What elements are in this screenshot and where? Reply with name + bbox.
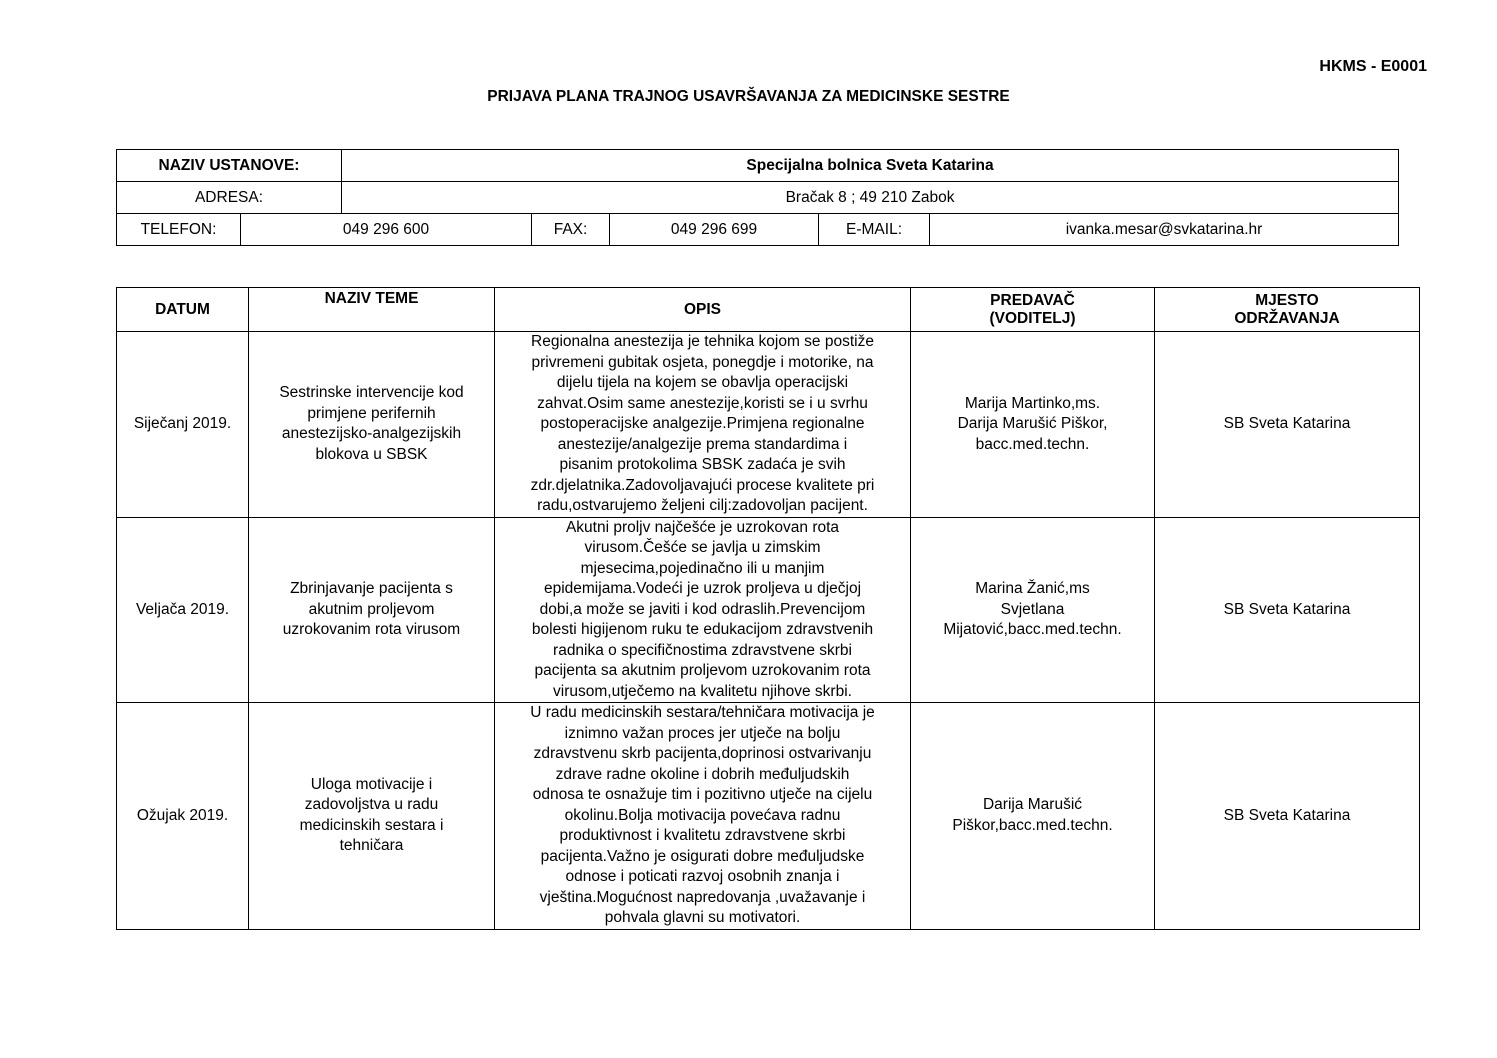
header-venue-line: MJESTO <box>1255 291 1319 309</box>
topic-line: primjene perifernih <box>307 404 436 422</box>
description-line: pacijenta sa akutnim proljevom uzrokovanim rota <box>534 662 871 679</box>
description-line: zdravstvenu skrb pacijenta,doprinosi ostvarivanju <box>533 745 872 762</box>
topic-line: anestezijsko-analgezijskih <box>281 425 462 443</box>
header-venue <box>1155 288 1420 332</box>
lecturer-line: Mijatović,bacc.med.techn. <box>943 621 1122 638</box>
table-row <box>117 517 1420 703</box>
description-line: postoperacijske analgezije.Primjena regionalne <box>540 415 865 432</box>
lecturer-line: Darija Marušić <box>982 796 1083 814</box>
description-line: radu,ostvarujemo željeni cilj:zadovoljan pacijent. <box>537 497 868 514</box>
row-date: Veljača 2019. <box>117 517 249 703</box>
description-line: virusom,utječemo na kvalitetu njihove skrbi. <box>553 682 852 700</box>
row-lecturer <box>911 517 1155 703</box>
row-topic <box>249 703 495 930</box>
lecturer-line: bacc.med.techn. <box>975 435 1090 453</box>
description-line: odnose i poticati razvoj osobnih znanja i <box>565 868 840 885</box>
row-description <box>495 703 911 930</box>
description-line: bolesti higijenom ruku te edukacijom zdravstvenih <box>531 621 874 638</box>
phone-value: 049 296 600 <box>241 214 532 246</box>
row-date: Siječanj 2019. <box>117 332 249 518</box>
row-description <box>495 332 911 518</box>
row-description <box>495 517 911 703</box>
fax-value: 049 296 699 <box>610 214 819 246</box>
email-label: E-MAIL: <box>819 214 930 246</box>
plan-header-row <box>117 288 1420 332</box>
lecturer-line: Svjetlana <box>1000 600 1065 618</box>
document-code: HKMS - E0001 <box>1319 58 1427 75</box>
institution-name-label: NAZIV USTANOVE: <box>117 150 342 182</box>
lecturer-line: Marija Martinko,ms. <box>964 394 1101 412</box>
header-date: DATUM <box>117 288 249 332</box>
lecturer-line: Marina Žanić,ms <box>975 580 1090 597</box>
header-description: OPIS <box>495 288 911 332</box>
description-line: epidemijama.Vodeći je uzrok proljeva u dječjoj <box>543 580 862 597</box>
email-value: ivanka.mesar@svkatarina.hr <box>930 214 1399 246</box>
description-line: virusom.Češće se javlja u zimskim <box>584 539 821 556</box>
table-row <box>117 332 1420 518</box>
header-topic: NAZIV TEME <box>249 288 495 332</box>
row-lecturer <box>911 703 1155 930</box>
institution-address-row <box>117 182 1399 214</box>
description-line: mjesecima,pojedinačno ili u manjim <box>580 559 825 577</box>
fax-label: FAX: <box>532 214 610 246</box>
description-line: dobi,a može se javiti i kod odraslih.Prevencijom <box>539 600 866 618</box>
description-line: iznimno važan proces jer utječe na bolju <box>564 724 841 742</box>
header-lecturer-line: (VODITELJ) <box>989 309 1076 327</box>
institution-table <box>116 149 1399 246</box>
description-line: radnika o specifičnostima zdravstvene skrbi <box>553 641 852 659</box>
description-line: dijelu tijela na kojem se obavlja operacijski <box>556 374 849 391</box>
row-venue: SB Sveta Katarina <box>1155 332 1420 518</box>
topic-line: medicinskih sestara i <box>299 816 444 834</box>
topic-line: tehničara <box>339 837 404 855</box>
description-line: pacijenta.Važno je osigurati dobre međuljudske <box>540 847 865 865</box>
institution-name-row <box>117 150 1399 182</box>
description-line: Regionalna anestezija je tehnika kojom se postiže <box>531 333 874 350</box>
topic-line: blokova u SBSK <box>315 445 428 463</box>
description-line: zdrave radne okoline i dobrih međuljudskih <box>555 765 850 783</box>
row-venue: SB Sveta Katarina <box>1155 703 1420 930</box>
topic-line: uzrokovanim rota virusom <box>282 621 461 638</box>
document-title: PRIJAVA PLANA TRAJNOG USAVRŠAVANJA ZA MEDICINSKE SESTRE <box>487 88 1010 105</box>
topic-line: Uloga motivacije i <box>310 775 433 793</box>
topic-line: Zbrinjavanje pacijenta s <box>290 580 453 597</box>
description-line: odnosa te osnažuje tim i pozitivno utječe na cijelu <box>532 786 873 803</box>
row-topic <box>249 332 495 518</box>
description-line: zdr.djelatnika.Zadovoljavajući procese kvalitete pri <box>530 476 875 494</box>
table-row <box>117 703 1420 930</box>
phone-label: TELEFON: <box>117 214 241 246</box>
description-line: zahvat.Osim same anestezije,koristi se i u svrhu <box>537 394 868 412</box>
address-value: Bračak 8 ; 49 210 Zabok <box>342 182 1399 214</box>
institution-contact-row <box>117 214 1399 246</box>
description-line: okolinu.Bolja motivacija povećava radnu <box>564 806 841 824</box>
description-line: anestezije/analgezije prema standardima i <box>557 435 848 453</box>
row-date: Ožujak 2019. <box>117 703 249 930</box>
topic-line: zadovoljstva u radu <box>304 796 439 814</box>
training-plan-table <box>116 287 1420 930</box>
description-line: produktivnost i kvalitetu zdravstvene skrbi <box>559 827 846 844</box>
topic-line: Sestrinske intervencije kod <box>279 384 464 402</box>
address-label: ADRESA: <box>117 182 342 214</box>
description-line: pohvala glavni su motivatori. <box>604 909 801 926</box>
description-line: vještina.Mogućnost napredovanja ,uvažavanje i <box>539 888 866 906</box>
header-lecturer-line: PREDAVAČ <box>990 291 1075 309</box>
description-line: Akutni proljv najčešće je uzrokovan rota <box>565 518 840 536</box>
description-line: privremeni gubitak osjeta, ponegdje i motorike, na <box>531 353 874 371</box>
header-venue-line: ODRŽAVANJA <box>1234 309 1340 327</box>
header-lecturer <box>911 288 1155 332</box>
row-topic <box>249 517 495 703</box>
topic-line: akutnim proljevom <box>308 600 435 618</box>
description-line: pisanim protokolima SBSK zadaća je svih <box>559 456 846 473</box>
lecturer-line: Piškor,bacc.med.techn. <box>952 816 1113 834</box>
description-line: U radu medicinskih sestara/tehničara motivacija je <box>530 704 875 721</box>
lecturer-line: Darija Marušić Piškor, <box>957 415 1108 432</box>
row-venue: SB Sveta Katarina <box>1155 517 1420 703</box>
institution-name-value: Specijalna bolnica Sveta Katarina <box>342 150 1399 182</box>
row-lecturer <box>911 332 1155 518</box>
